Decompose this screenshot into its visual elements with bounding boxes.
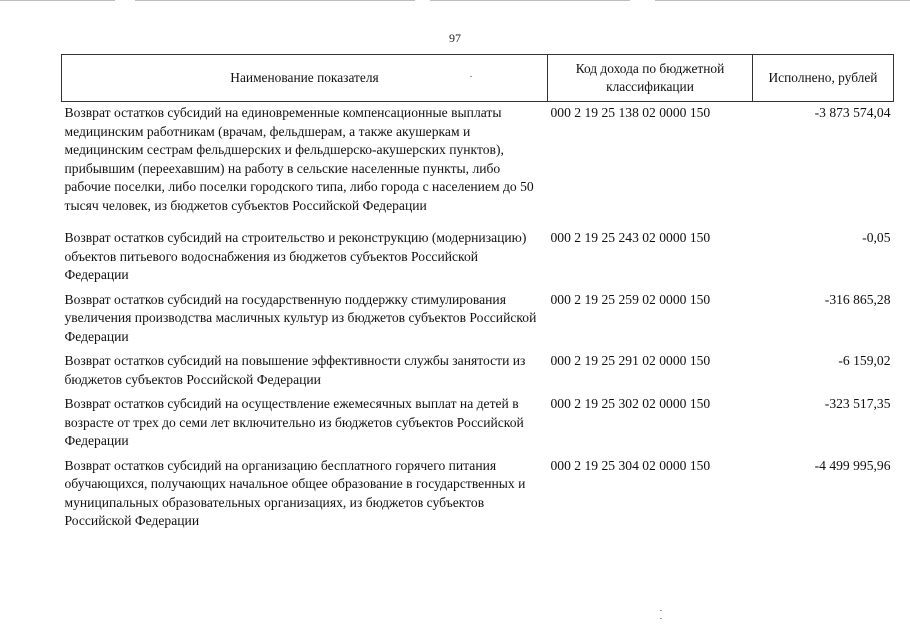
row-indicator-name: Возврат остатков субсидий на организацию бесплатного горячего питания обучающихся, получающих начальное общее образование в государственных и муниципальных образовательных организациях, из бюджетов субъектов Российской Федерации — [64, 457, 526, 528]
row-executed-amount: -316 865,28 — [824, 291, 891, 307]
row-indicator-name: Возврат остатков субсидий на государственную поддержку стимулирования увеличения производства масличных культур из бюджетов субъектов Российской Федерации — [64, 291, 537, 344]
row-executed-amount: -0,05 — [862, 230, 891, 245]
table-row — [62, 395, 894, 457]
table-row — [62, 229, 894, 291]
row-executed-amount: -4 499 995,96 — [814, 457, 891, 473]
header-indicator-name: Наименование показателя — [62, 55, 548, 102]
row-indicator-name: Возврат остатков субсидий на осуществление ежемесячных выплат на детей в возрасте от трех до семи лет включительно из бюджетов субъектов Российской Федерации — [64, 396, 524, 448]
scan-speck — [660, 610, 662, 611]
row-budget-code: 000 2 19 25 302 02 0000 150 — [550, 396, 711, 411]
scan-speck — [470, 76, 472, 77]
table-header-row — [62, 55, 894, 102]
row-budget-code: 000 2 19 25 304 02 0000 150 — [550, 457, 711, 473]
row-budget-code: 000 2 19 25 243 02 0000 150 — [550, 230, 711, 245]
scan-edge-line — [135, 0, 415, 1]
row-executed-amount: -323 517,35 — [824, 396, 891, 411]
row-budget-code: 000 2 19 25 259 02 0000 150 — [550, 291, 711, 307]
row-executed-amount: -3 873 574,04 — [814, 105, 891, 120]
row-executed-amount: -6 159,02 — [838, 353, 891, 368]
table-row — [62, 457, 894, 537]
scan-edge-line — [655, 0, 910, 1]
page-number: 97 — [449, 31, 461, 45]
table-row — [62, 291, 894, 353]
scan-edge-line — [430, 0, 630, 1]
row-budget-code: 000 2 19 25 291 02 0000 150 — [550, 353, 711, 368]
row-indicator-name: Возврат остатков субсидий на строительство и реконструкцию (модернизацию) объектов питьевого водоснабжения из бюджетов субъектов Российской Федерации — [64, 230, 527, 282]
row-indicator-name: Возврат остатков субсидий на повышение эффективности службы занятости из бюджетов субъектов Российской Федерации — [64, 353, 526, 387]
header-executed-amount: Исполнено, рублей — [753, 55, 894, 102]
table-row — [62, 352, 894, 395]
header-budget-code: Код дохода по бюджетной классификации — [548, 55, 753, 102]
table-row — [62, 102, 894, 230]
scan-speck — [660, 618, 662, 619]
row-budget-code: 000 2 19 25 138 02 0000 150 — [550, 105, 711, 120]
row-indicator-name: Возврат остатков субсидий на единовременные компенсационные выплаты медицинским работникам (врачам, фельдшерам, а также акушеркам и медицинским сестрам фельдшерских и фельдшерско-акушерских пунктов), прибывшим (переехавшим) на работу в сельские населенные пункты, либо рабочие поселки, либо поселки городского типа, либо города с населением до 50 тысяч человек, из бюджетов субъектов Российской Федерации — [64, 105, 534, 213]
scan-edge-line — [0, 0, 115, 1]
budget-table — [61, 54, 894, 537]
